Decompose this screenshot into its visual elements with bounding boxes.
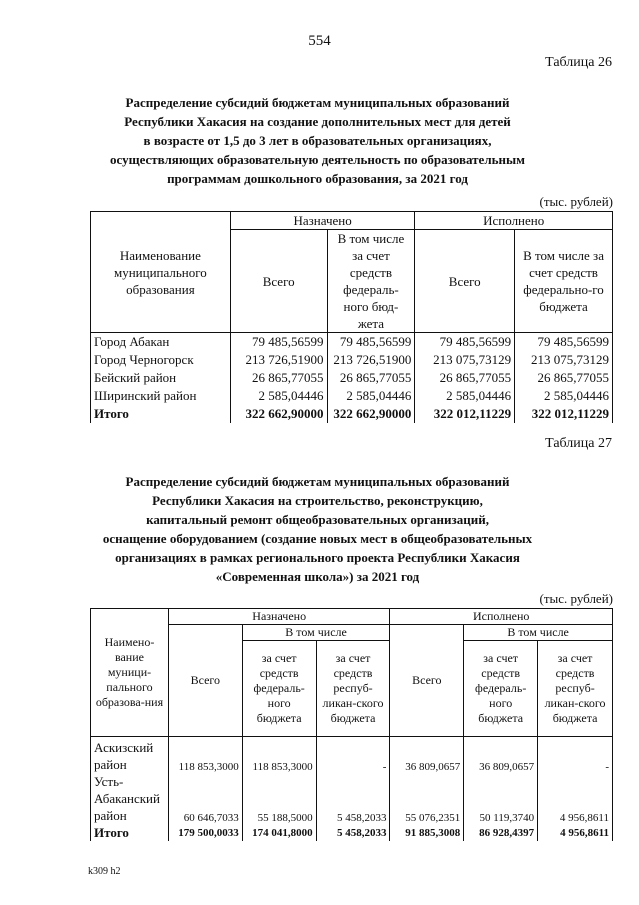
table-row: Город Абакан 79 485,56599 79 485,56599 79 485,56599 79 485,56599 [91,333,613,352]
table27-title-line: Республики Хакасия на строительство, реконструкцию, [152,493,483,508]
table27 [90,608,613,841]
table26-title-line: в возрасте от 1,5 до 3 лет в образовательных организациях, [143,133,492,148]
table27-header-assigned-republic: за счет средств респуб-ликан-ского бюджета [316,641,390,737]
table27-header-name: Наимено-вание муници-пального образова-ния [91,609,169,737]
table27-title-line: капитальный ремонт общеобразовательных организаций, [146,512,489,527]
table27-header-assigned: Назначено [168,609,390,625]
table26-title [70,93,565,188]
table26-header-name: Наименование муниципального образования [91,212,231,333]
table26-total-row: Итого 322 662,90000 322 662,90000 322 012,11229 322 012,11229 [91,405,613,423]
table27-title-line: Распределение субсидий бюджетам муниципальных образований [125,474,510,489]
table27-header-assigned-including: В том числе [242,625,390,641]
table26 [90,211,613,423]
footer-code: k309 h2 [88,866,121,877]
table27-header-executed-federal: за счет средств федераль-ного бюджета [464,641,538,737]
table26-header-executed: Исполнено [415,212,613,230]
table-row: Бейский район 26 865,77055 26 865,77055 26 865,77055 26 865,77055 [91,369,613,387]
table26-header-assigned: Назначено [230,212,415,230]
table26-title-line: программам дошкольного образования, за 2021 год [167,171,468,186]
table26-unit: (тыс. рублей) [539,194,613,209]
table27-title-line: оснащение оборудованием (создание новых мест в общеобразовательных [102,531,533,546]
table26-title-line: осуществляющих образовательную деятельность по образовательным [110,152,525,167]
table27-header-executed-total: Всего [390,625,464,737]
table27-title-line: организациях в рамках регионального проекта Республики Хакасия [115,550,520,565]
table27-total-row: Итого 179 500,0033 174 041,8000 5 458,2033 91 885,3008 86 928,4397 4 956,8611 [91,824,613,841]
table27-header-assigned-total: Всего [168,625,242,737]
page-number: 554 [308,33,331,49]
table26-title-line: Республики Хакасия на создание дополнительных мест для детей [124,114,511,129]
table27-header-assigned-federal: за счет средств федераль-ного бюджета [242,641,316,737]
table27-title [70,472,565,586]
table27-header-executed: Исполнено [390,609,613,625]
table27-label: Таблица 27 [545,436,612,451]
table27-header-executed-republic: за счет средств респуб-ликан-ского бюджета [538,641,613,737]
table26-header-executed-total: Всего [415,230,515,333]
table26-header-assigned-total: Всего [230,230,327,333]
table-row: Аскизский район 118 853,3000 118 853,3000 - 36 809,0657 36 809,0657 - [91,737,613,774]
table26-header-executed-federal: В том числе за счет средств федерально-го бюджета [515,230,613,333]
table26-title-line: Распределение субсидий бюджетам муниципальных образований [125,95,510,110]
table-row: Город Черногорск 213 726,51900 213 726,51900 213 075,73129 213 075,73129 [91,351,613,369]
table-row: Ширинский район 2 585,04446 2 585,04446 2 585,04446 2 585,04446 [91,387,613,405]
table27-title-line: «Современная школа») за 2021 год [215,569,420,584]
table27-unit: (тыс. рублей) [539,591,613,606]
table26-header-assigned-federal: В том числе за счет средств федераль-ного бюд-жета [327,230,415,333]
table27-header-executed-including: В том числе [464,625,613,641]
table-row: Усть-Абаканский район 60 646,7033 55 188,5000 5 458,2033 55 076,2351 50 119,3740 4 956,8611 [91,773,613,824]
table26-label: Таблица 26 [545,55,612,70]
